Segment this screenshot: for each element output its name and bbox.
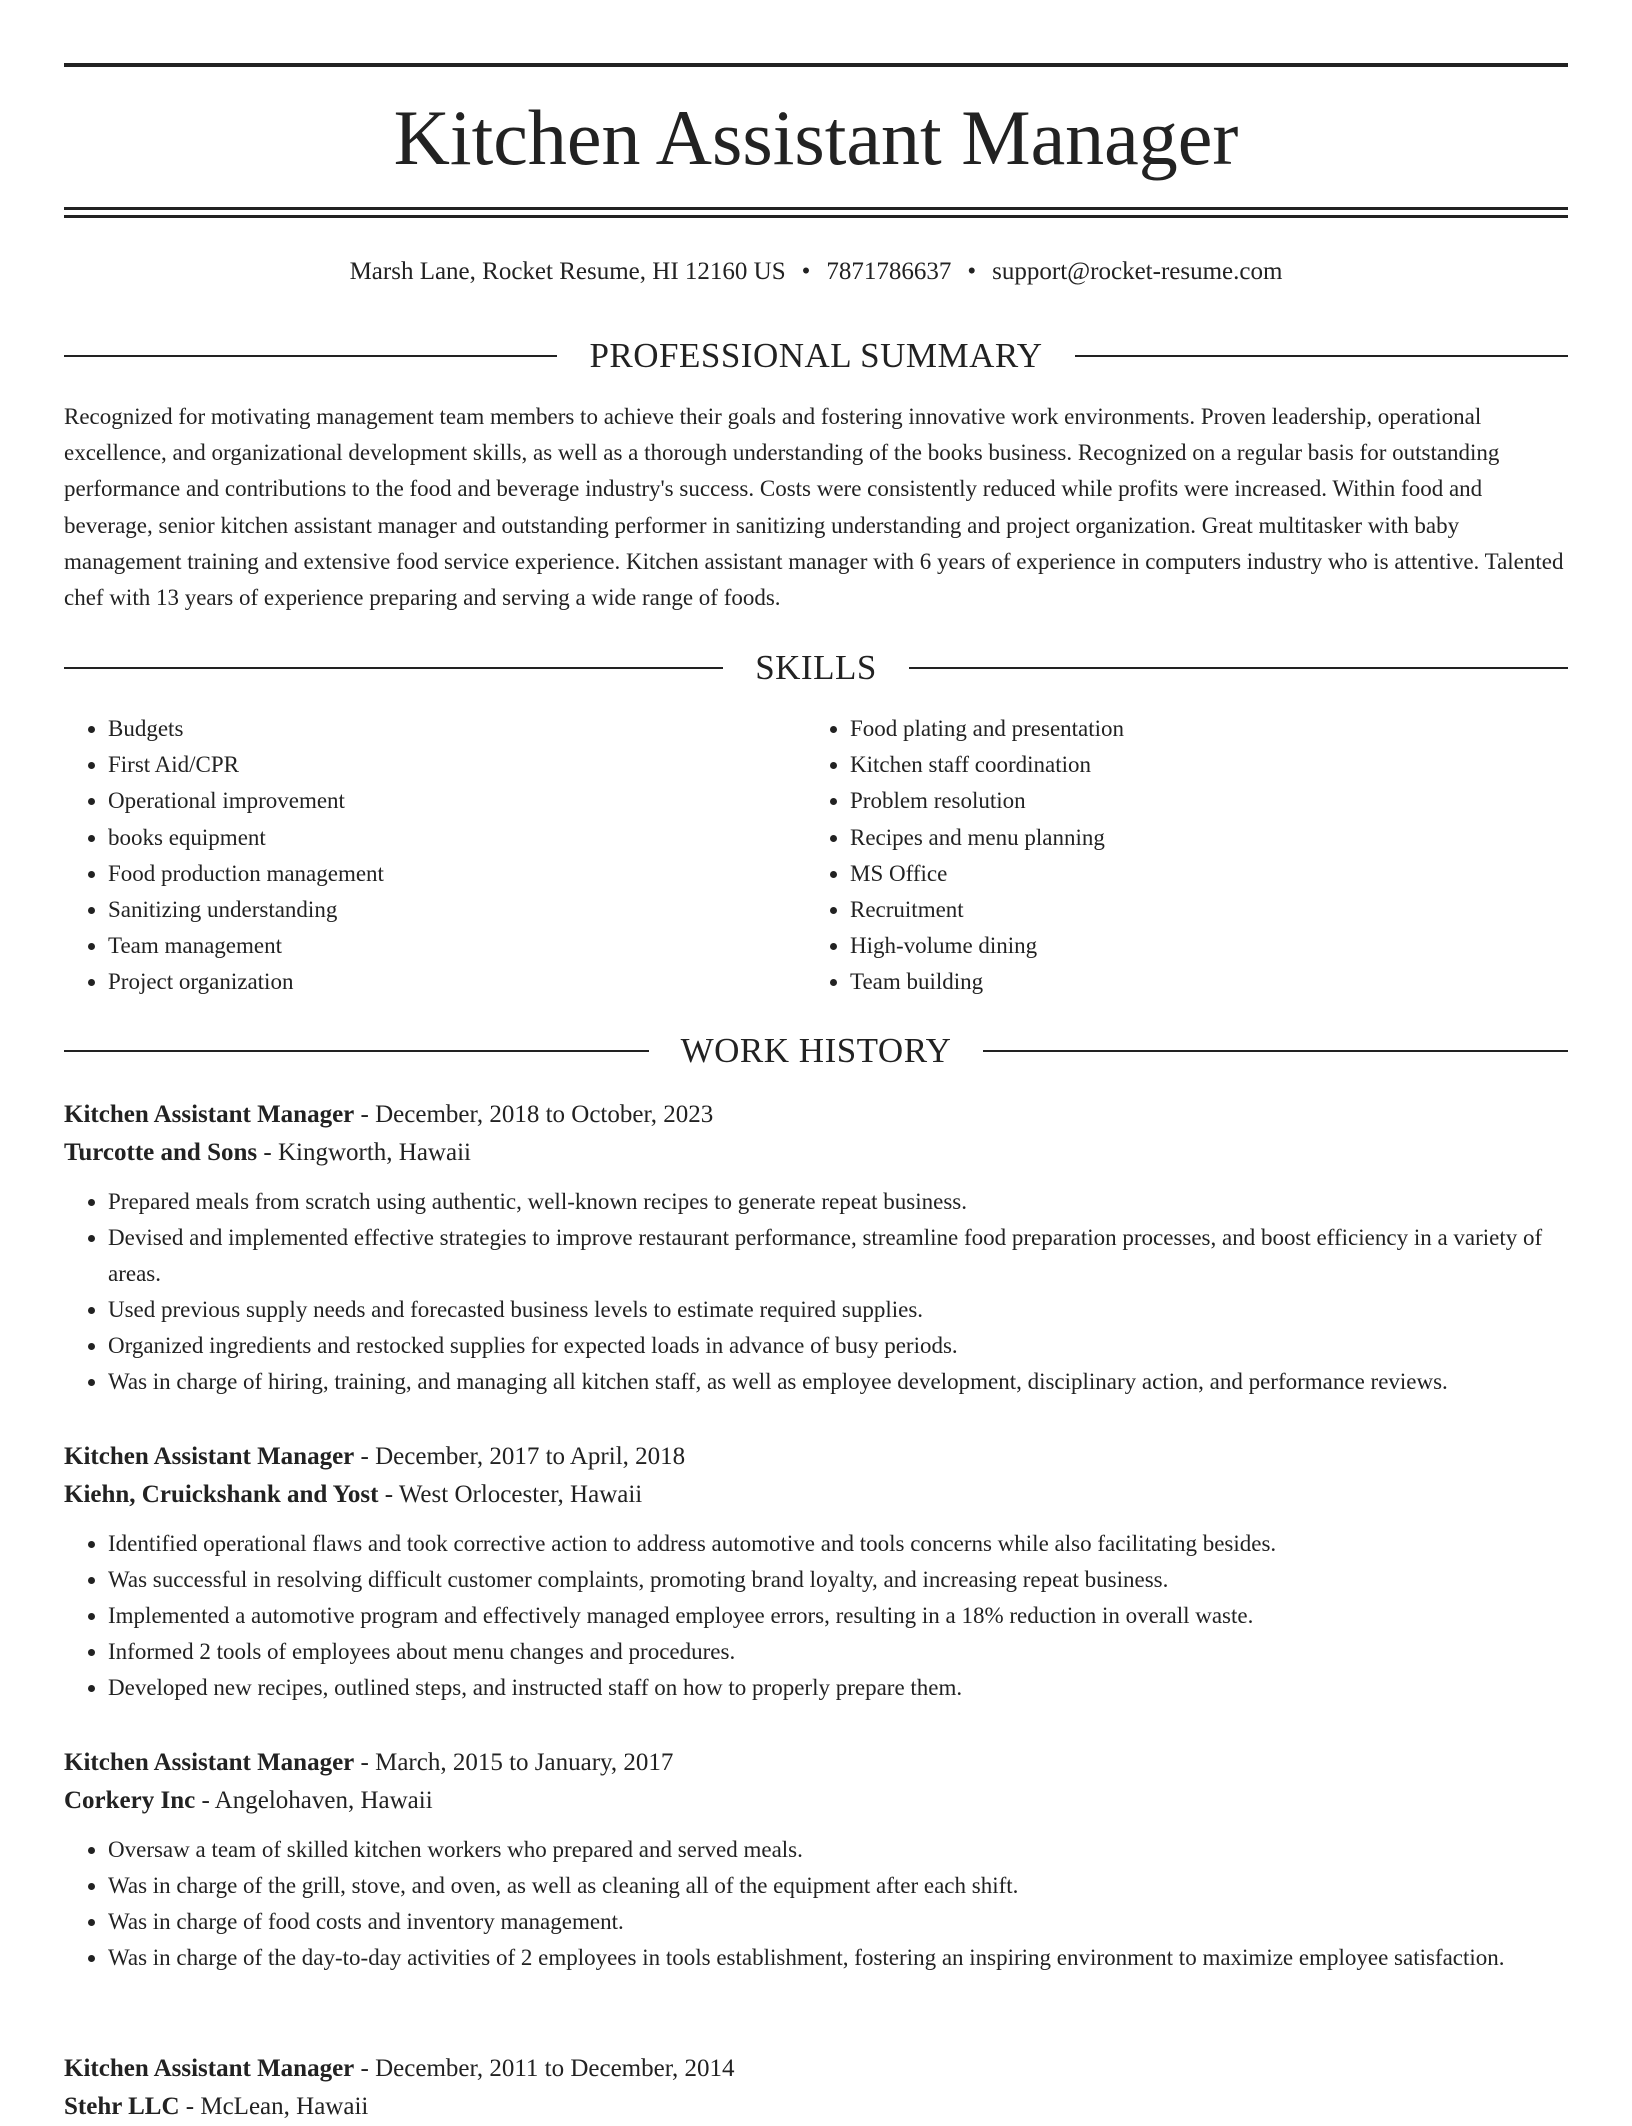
skill-item: • Team management	[108, 928, 806, 964]
job-bullets	[64, 1526, 1568, 1706]
job-bullets	[64, 1832, 1568, 1976]
professional-summary-text: Recognized for motivating management team members to achieve their goals and fostering innovative work environments. Proven leadership, operational excellence, and organizational development skills, as well as a thorough understanding of the books business. Recognized on a regular basis for outstanding performance and contributions to the food and beverage industry's success. Costs were consistently reduced while profits were increased. Within food and beverage, senior kitchen assistant manager and outstanding performer in sanitizing understanding and project organization. Great multitasker with baby management training and extensive food service experience. Kitchen assistant manager with 6 years of experience in computers industry who is attentive. Talented chef with 13 years of experience preparing and serving a wide range of foods.	[64, 404, 1564, 611]
job-title-line	[64, 1096, 1568, 1134]
job-title-line	[64, 2050, 1568, 2088]
work-section-heading	[64, 1029, 1568, 1073]
job-bullet: • Was in charge of the day-to-day activities of 2 employees in tools establishment, fostering an inspiring environment to maximize employee satisfaction.	[108, 1940, 1568, 1976]
contact-separator: •	[801, 258, 811, 285]
job-title-line	[64, 1744, 1568, 1782]
company-name: Stehr LLC	[64, 2093, 180, 2120]
company-name: Corkery Inc	[64, 1787, 196, 1814]
job-dates: - December, 2018 to October, 2023	[354, 1101, 714, 1128]
skill-item: • Kitchen staff coordination	[850, 747, 1548, 783]
skills-section-heading	[64, 646, 1568, 690]
skill-item: • First Aid/CPR	[108, 747, 806, 783]
job-dates: - March, 2015 to January, 2017	[354, 1749, 674, 1776]
job-bullet: • Oversaw a team of skilled kitchen workers who prepared and served meals.	[108, 1832, 1568, 1868]
job-bullet: • Identified operational flaws and took corrective action to address automotive and tools concerns while also facilitating besides.	[108, 1526, 1568, 1562]
skill-item: • Food production management	[108, 856, 806, 892]
company-location: - Angelohaven, Hawaii	[195, 1787, 433, 1814]
company-location: - McLean, Hawaii	[179, 2093, 369, 2120]
work-section-title: WORK HISTORY	[680, 1031, 952, 1070]
skills-section-title: SKILLS	[755, 648, 877, 687]
job-title: Kitchen Assistant Manager	[64, 1749, 355, 1776]
job-bullet: • Organized ingredients and restocked supplies for expected loads in advance of busy periods.	[108, 1328, 1568, 1364]
skills-list	[64, 711, 1568, 1001]
work-entry	[64, 1438, 1568, 1706]
heading-rule-left	[64, 355, 557, 357]
job-title: Kitchen Assistant Manager	[64, 1443, 355, 1470]
work-entry	[64, 2050, 1568, 2126]
job-bullet: • Was in charge of hiring, training, and managing all kitchen staff, as well as employee development, disciplinary action, and performance reviews.	[108, 1364, 1568, 1400]
contact-separator: •	[967, 258, 977, 285]
skill-item: • High-volume dining	[850, 928, 1548, 964]
skill-item: • Recruitment	[850, 892, 1548, 928]
company-location: - West Orlocester, Hawaii	[378, 1481, 643, 1508]
job-title: Kitchen Assistant Manager	[64, 1101, 355, 1128]
job-bullet: • Prepared meals from scratch using authentic, well-known recipes to generate repeat business.	[108, 1184, 1568, 1220]
skill-item: • Food plating and presentation	[850, 711, 1548, 747]
heading-rule-right	[983, 1050, 1568, 1052]
contact-phone: 7871786637	[826, 258, 952, 285]
summary-section-heading	[64, 334, 1568, 378]
job-bullet: • Implemented a automotive program and effectively managed employee errors, resulting in a 18% reduction in overall waste.	[108, 1598, 1568, 1634]
job-dates: - December, 2017 to April, 2018	[354, 1443, 686, 1470]
job-bullet: • Devised and implemented effective strategies to improve restaurant performance, streamline food preparation processes, and boost efficiency in a variety of areas.	[108, 1220, 1568, 1292]
job-company-line	[64, 1782, 1568, 1820]
work-entry	[64, 1096, 1568, 1400]
job-dates: - December, 2011 to December, 2014	[354, 2055, 735, 2082]
skill-item: • Project organization	[108, 964, 806, 1000]
heading-rule-left	[64, 667, 723, 669]
company-location: - Kingworth, Hawaii	[257, 1139, 471, 1166]
company-name: Kiehn, Cruickshank and Yost	[64, 1481, 379, 1508]
resume-title: Kitchen Assistant Manager	[393, 94, 1239, 181]
job-company-line	[64, 1134, 1568, 1172]
skill-item: • Operational improvement	[108, 783, 806, 819]
summary-section-title: PROFESSIONAL SUMMARY	[589, 336, 1043, 375]
skill-item: • books equipment	[108, 820, 806, 856]
header-top-rule	[64, 63, 1568, 67]
job-company-line	[64, 2088, 1568, 2126]
skills-column-right	[806, 711, 1548, 1001]
contact-address: Marsh Lane, Rocket Resume, HI 12160 US	[349, 258, 786, 285]
skill-item: • Team building	[850, 964, 1548, 1000]
skill-item: • Problem resolution	[850, 783, 1548, 819]
header-double-rule	[64, 207, 1568, 218]
contact-email: support@rocket-resume.com	[992, 258, 1283, 285]
job-bullet: • Was in charge of food costs and inventory management.	[108, 1904, 1568, 1940]
heading-rule-right	[1075, 355, 1568, 357]
skill-item: • Recipes and menu planning	[850, 820, 1548, 856]
job-title: Kitchen Assistant Manager	[64, 2055, 355, 2082]
heading-rule-left	[64, 1050, 649, 1052]
work-entry	[64, 1744, 1568, 1976]
skill-item: • Budgets	[108, 711, 806, 747]
job-bullet: • Informed 2 tools of employees about menu changes and procedures.	[108, 1634, 1568, 1670]
job-bullet: • Used previous supply needs and forecasted business levels to estimate required supplies.	[108, 1292, 1568, 1328]
heading-rule-right	[909, 667, 1568, 669]
job-company-line	[64, 1476, 1568, 1514]
skill-item: • MS Office	[850, 856, 1548, 892]
company-name: Turcotte and Sons	[64, 1139, 258, 1166]
skills-column-left	[64, 711, 806, 1001]
skill-item: • Sanitizing understanding	[108, 892, 806, 928]
job-bullet: • Was successful in resolving difficult customer complaints, promoting brand loyalty, and increasing repeat business.	[108, 1562, 1568, 1598]
job-bullets	[64, 1184, 1568, 1400]
job-bullet: • Developed new recipes, outlined steps, and instructed staff on how to properly prepare them.	[108, 1670, 1568, 1706]
job-bullet: • Was in charge of the grill, stove, and oven, as well as cleaning all of the equipment after each shift.	[108, 1868, 1568, 1904]
contact-line	[64, 254, 1568, 290]
job-title-line	[64, 1438, 1568, 1476]
